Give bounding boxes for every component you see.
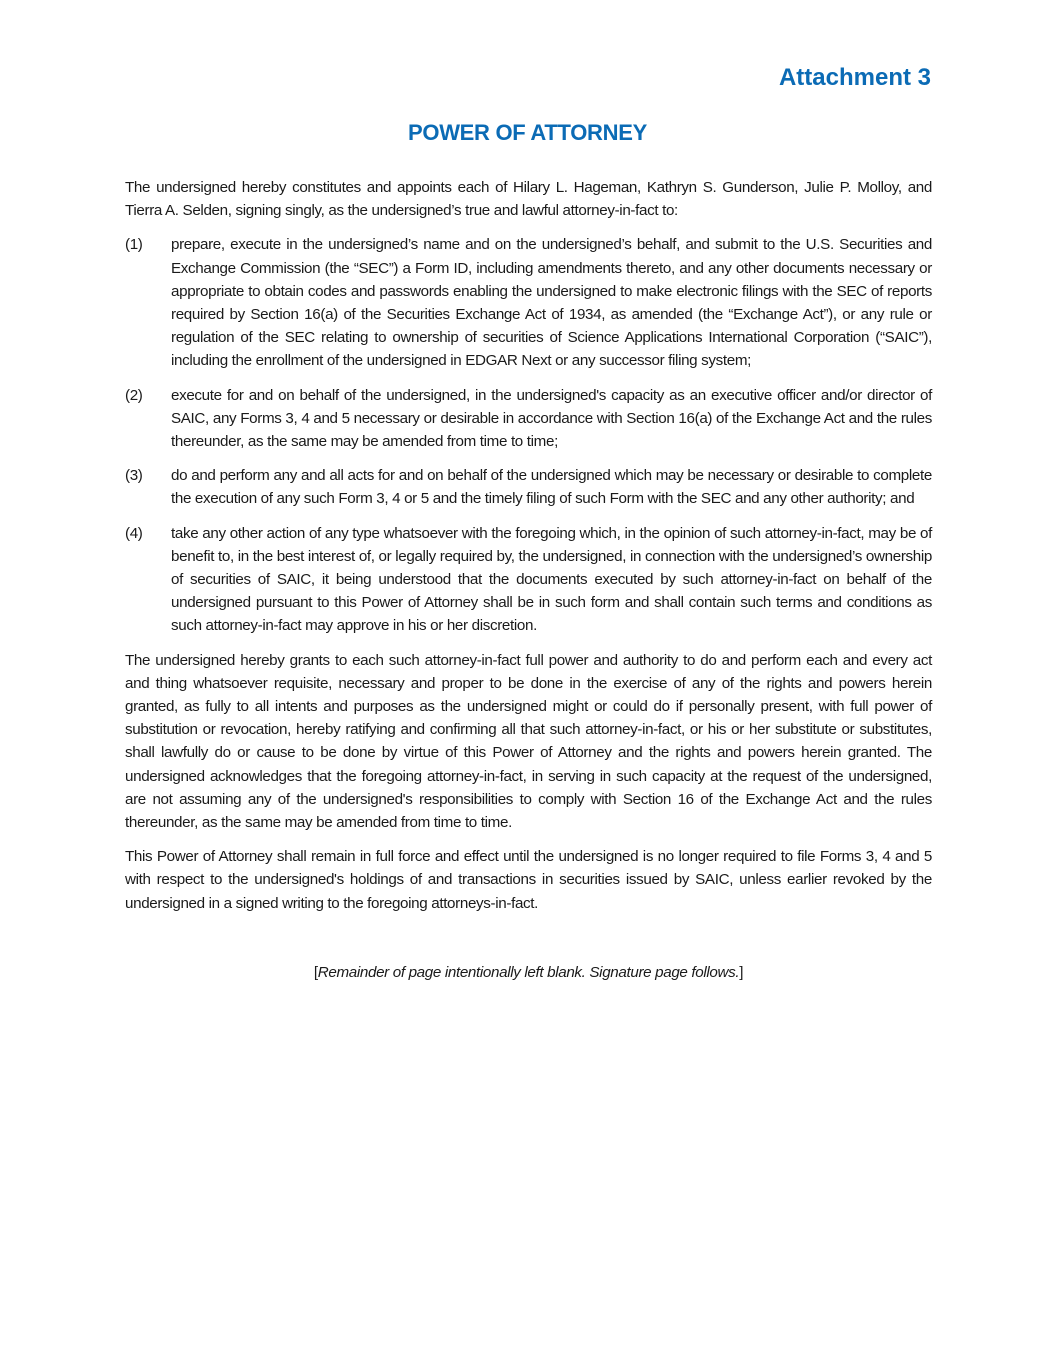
- document-body: [125, 176, 932, 984]
- item-text: execute for and on behalf of the undersigned, in the undersigned's capacity as an executive officer and/or director of SAIC, any Forms 3, 4 and 5 necessary or desirable in accordance with Section 16(a) of the Exchange Act and the rules thereunder, as the same may be amended from time to time;: [171, 386, 932, 451]
- document-title: POWER OF ATTORNEY: [408, 120, 647, 145]
- note-text: Remainder of page intentionally left blank. Signature page follows.: [317, 963, 740, 981]
- attachment-label: Attachment 3: [778, 64, 931, 91]
- item-number: (3): [125, 467, 143, 485]
- item-text: do and perform any and all acts for and on behalf of the undersigned which may be necessary or desirable to complete the execution of any such Form 3, 4 or 5 and the timely filing of such Form with the SEC and any other authority; and: [171, 467, 932, 508]
- remainder-note: [125, 961, 932, 984]
- bracket-open: [: [313, 963, 318, 981]
- item-number: (4): [125, 524, 143, 542]
- grant-paragraph: The undersigned hereby grants to each such attorney-in-fact full power and authority to do and perform each and every act and thing whatsoever requisite, necessary and proper to be done in the exercise of any of the rights and powers herein granted, as fully to all intents and purposes as the undersigned might or could do if personally present, with full power of substitution or revocation, hereby ratifying and confirming all that such attorney-in-fact, or his or her substitute or substitutes, shall lawfully do or cause to be done by virtue of this Power of Attorney and the rights and powers herein granted. The undersigned acknowledges that the foregoing attorney-in-fact, in serving in such capacity at the request of the undersigned, are not assuming any of the undersigned's responsibilities to comply with Section 16 of the Exchange Act and the rules thereunder, as the same may be amended from time to time.: [125, 651, 932, 832]
- item-text: take any other action of any type whatsoever with the foregoing which, in the opinion of such attorney-in-fact, may be of benefit to, in the best interest of, or legally required by, the undersigned, in connection with the undersigned’s ownership of securities of SAIC, it being understood that the documents executed by such attorney-in-fact on behalf of the undersigned pursuant to this Power of Attorney shall be in such form and shall contain such terms and conditions as such attorney-in-fact may approve in his or her discretion.: [171, 524, 932, 635]
- intro-paragraph: The undersigned hereby constitutes and appoints each of Hilary L. Hageman, Kathryn S. Gunderson, Julie P. Molloy, and Tierra A. Selden, signing singly, as the undersigned’s true and lawful attorney-in-fact to:: [125, 179, 932, 220]
- list-item: [125, 384, 932, 454]
- list-item: [125, 233, 932, 372]
- item-text: prepare, execute in the undersigned’s name and on the undersigned’s behalf, and submit to the U.S. Securities and Exchange Commission (the “SEC”) a Form ID, including amendments thereto, and any other documents necessary or appropriate to obtain codes and passwords enabling the undersigned to make electronic filings with the SEC of reports required by Section 16(a) of the Securities Exchange Act of 1934, as amended (the “Exchange Act”), or any rule or regulation of the SEC relating to ownership of securities of Science Applications International Corporation (“SAIC”), including the enrollment of the undersigned in EDGAR Next or any successor filing system;: [171, 236, 932, 370]
- item-number: (1): [125, 236, 143, 254]
- item-number: (2): [125, 386, 143, 404]
- list-item: [125, 464, 932, 510]
- bracket-close: ]: [739, 963, 744, 981]
- term-paragraph: This Power of Attorney shall remain in full force and effect until the undersigned is no longer required to file Forms 3, 4 and 5 with respect to the undersigned's holdings of and transactions in securities issued by SAIC, unless earlier revoked by the undersigned in a signed writing to the foregoing attorneys-in-fact.: [125, 848, 932, 912]
- list-item: [125, 522, 932, 638]
